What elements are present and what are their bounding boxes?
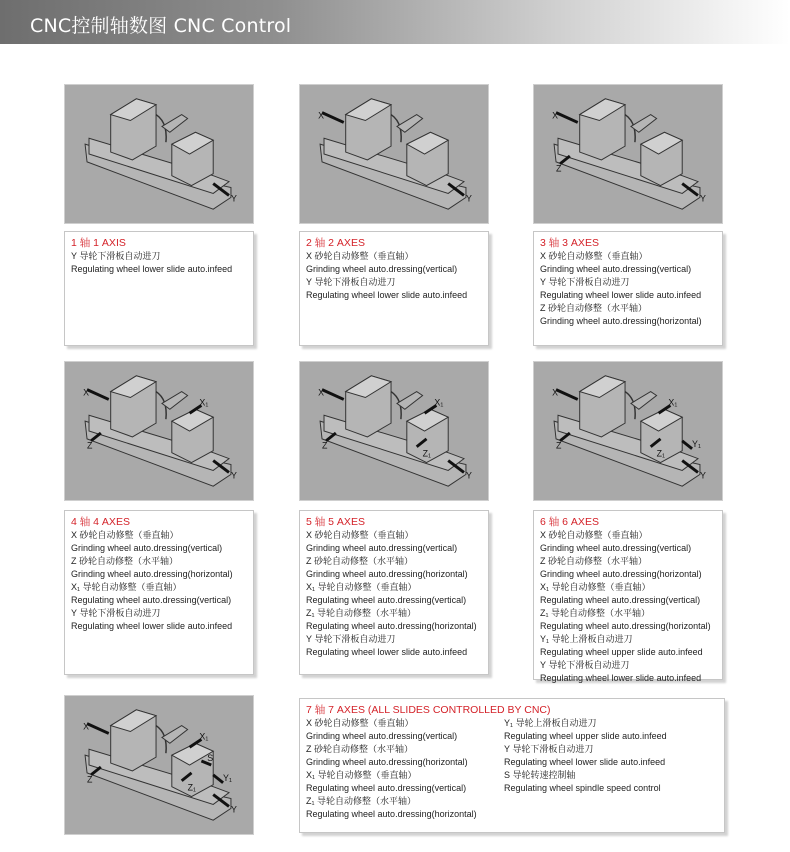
axis-label: S — [207, 753, 214, 764]
caption-line: X₁ 导轮自动修整（垂直轴） — [71, 582, 182, 592]
axis-label: X₁ — [434, 397, 444, 408]
caption-line: Grinding wheel auto.dressing(vertical) — [306, 264, 458, 274]
machine-drawing — [534, 362, 722, 500]
caption-line: X 砂轮自动修整（垂直轴） — [71, 530, 179, 540]
axis-label: Y₁ — [223, 772, 232, 783]
caption-6-axes — [533, 510, 723, 683]
machine-drawing — [65, 85, 253, 223]
axis-label: Y — [230, 193, 237, 204]
caption-5-axes — [299, 510, 489, 675]
caption-line: Y₁ 导轮上滑板自动进刀 — [540, 634, 633, 644]
caption-line: Regulating wheel auto.dressing(vertical) — [306, 595, 467, 605]
machine-drawing — [65, 696, 253, 834]
axis-label: Z₁ — [187, 782, 196, 793]
caption-title: 7 轴 7 AXES (ALL SLIDES CONTROLLED BY CNC) — [306, 704, 551, 716]
caption-line: Z 砂轮自动修整（水平轴） — [306, 744, 413, 754]
caption-line: Regulating wheel upper slide auto.infeed — [540, 647, 703, 657]
caption-line: Y 导轮下滑板自动进刀 — [71, 608, 161, 618]
caption-title: 4 轴 4 AXES — [71, 516, 130, 528]
machine-illustration-2-axes — [299, 84, 489, 224]
machine-illustration-3-axes — [533, 84, 723, 224]
caption-line: Y 导轮下滑板自动进刀 — [540, 277, 630, 287]
caption-line: Z 砂轮自动修整（水平轴） — [540, 556, 647, 566]
caption-line: Z 砂轮自动修整（水平轴） — [540, 303, 647, 313]
caption-line: Grinding wheel auto.dressing(horizontal) — [306, 757, 468, 767]
caption-3-axes — [533, 231, 723, 346]
caption-line: Grinding wheel auto.dressing(vertical) — [540, 543, 692, 553]
caption-title: 2 轴 2 AXES — [306, 237, 365, 249]
caption-line: Regulating wheel lower slide auto.infeed — [504, 757, 666, 767]
axis-label: Y₁ — [692, 438, 701, 449]
machine-drawing — [300, 85, 488, 223]
axis-label: Y — [699, 193, 706, 204]
caption-7-axes — [299, 698, 725, 833]
axis-label: Y — [699, 470, 706, 481]
machine-illustration-1-axis — [64, 84, 254, 224]
caption-line: Grinding wheel auto.dressing(horizontal) — [71, 569, 233, 579]
caption-line: X₁ 导轮自动修整（垂直轴） — [306, 582, 417, 592]
axis-label: Z — [556, 163, 562, 174]
page-title: CNC控制轴数图 CNC Control — [30, 15, 292, 37]
caption-line: Y₁ 导轮上滑板自动进刀 — [504, 718, 597, 728]
axis-label: X — [83, 387, 90, 398]
caption-line: X₁ 导轮自动修整（垂直轴） — [306, 770, 417, 780]
caption-line: Regulating wheel lower slide auto.infeed — [71, 621, 233, 631]
caption-2-axes — [299, 231, 489, 346]
caption-line: Y 导轮下滑板自动进刀 — [306, 277, 396, 287]
axis-label: Y — [230, 470, 237, 481]
caption-line: Regulating wheel lower slide auto.infeed — [71, 264, 233, 274]
axis-label: Z — [87, 440, 93, 451]
caption-line: Y 导轮下滑板自动进刀 — [306, 634, 396, 644]
caption-line: X 砂轮自动修整（垂直轴） — [306, 251, 414, 261]
caption-title: 6 轴 6 AXES — [540, 516, 599, 528]
caption-line: Regulating wheel lower slide auto.infeed — [306, 290, 468, 300]
axis-label: X₁ — [668, 397, 678, 408]
caption-line: Grinding wheel auto.dressing(horizontal) — [540, 569, 702, 579]
caption-line: X 砂轮自动修整（垂直轴） — [306, 530, 414, 540]
machine-illustration-6-axes — [533, 361, 723, 501]
caption-column-right — [504, 717, 702, 821]
page-header — [0, 0, 790, 44]
caption-4-axes — [64, 510, 254, 675]
caption-line: Regulating wheel auto.dressing(vertical) — [306, 783, 467, 793]
caption-column-left — [306, 717, 504, 821]
axis-label: Y — [230, 804, 237, 815]
axis-label: Z₁ — [422, 448, 431, 459]
caption-line: Y 导轮下滑板自动进刀 — [540, 660, 630, 670]
axis-label: X₁ — [199, 731, 209, 742]
caption-1-axis — [64, 231, 254, 346]
caption-line: Z₁ 导轮自动修整（水平轴） — [306, 796, 417, 806]
caption-title: 3 轴 3 AXES — [540, 237, 599, 249]
axis-label: X — [552, 387, 559, 398]
caption-line: Regulating wheel spindle speed control — [504, 783, 661, 793]
machine-illustration-7-axes — [64, 695, 254, 835]
caption-line: Regulating wheel auto.dressing(vertical) — [540, 595, 701, 605]
axis-label: Y — [465, 470, 472, 481]
caption-title: 5 轴 5 AXES — [306, 516, 365, 528]
caption-line: Grinding wheel auto.dressing(horizontal) — [540, 316, 702, 326]
machine-illustration-4-axes — [64, 361, 254, 501]
caption-line: Regulating wheel lower slide auto.infeed — [540, 290, 702, 300]
axis-label: Y — [465, 193, 472, 204]
caption-line: Grinding wheel auto.dressing(vertical) — [306, 731, 458, 741]
caption-line: Regulating wheel lower slide auto.infeed — [540, 673, 702, 683]
caption-line: Grinding wheel auto.dressing(horizontal) — [306, 569, 468, 579]
caption-line: Y 导轮下滑板自动进刀 — [71, 251, 161, 261]
caption-columns — [306, 717, 718, 821]
caption-line: Y 导轮下滑板自动进刀 — [504, 744, 594, 754]
axis-label: Z — [556, 440, 562, 451]
caption-line: Regulating wheel auto.dressing(horizontal) — [540, 621, 711, 631]
caption-line: Regulating wheel auto.dressing(vertical) — [71, 595, 232, 605]
machine-illustration-5-axes — [299, 361, 489, 501]
caption-line: Grinding wheel auto.dressing(vertical) — [71, 543, 223, 553]
axis-label: Z — [87, 774, 93, 785]
axis-label: Z₁ — [656, 448, 665, 459]
caption-line: Grinding wheel auto.dressing(vertical) — [306, 543, 458, 553]
caption-title: 1 轴 1 AXIS — [71, 237, 126, 249]
axis-label: X — [318, 110, 325, 121]
caption-line: Z₁ 导轮自动修整（水平轴） — [540, 608, 651, 618]
caption-line: Z₁ 导轮自动修整（水平轴） — [306, 608, 417, 618]
axis-label: X — [552, 110, 559, 121]
caption-line: Regulating wheel auto.dressing(horizontal) — [306, 809, 477, 819]
caption-line: X 砂轮自动修整（垂直轴） — [540, 530, 648, 540]
caption-line: Regulating wheel lower slide auto.infeed — [306, 647, 468, 657]
caption-line: Z 砂轮自动修整（水平轴） — [71, 556, 178, 566]
caption-line: Z 砂轮自动修整（水平轴） — [306, 556, 413, 566]
axis-label: X — [83, 721, 90, 732]
caption-line: Regulating wheel auto.dressing(horizontal) — [306, 621, 477, 631]
caption-line: S 导轮转速控制轴 — [504, 770, 576, 780]
axis-label: X — [318, 387, 325, 398]
machine-drawing — [534, 85, 722, 223]
caption-line: X₁ 导轮自动修整（垂直轴） — [540, 582, 651, 592]
caption-line: X 砂轮自动修整（垂直轴） — [306, 718, 414, 728]
axis-label: Z — [322, 440, 328, 451]
axis-label: X₁ — [199, 397, 209, 408]
machine-drawing — [65, 362, 253, 500]
caption-line: Regulating wheel upper slide auto.infeed — [504, 731, 667, 741]
caption-line: Grinding wheel auto.dressing(vertical) — [540, 264, 692, 274]
caption-line: X 砂轮自动修整（垂直轴） — [540, 251, 648, 261]
machine-drawing — [300, 362, 488, 500]
